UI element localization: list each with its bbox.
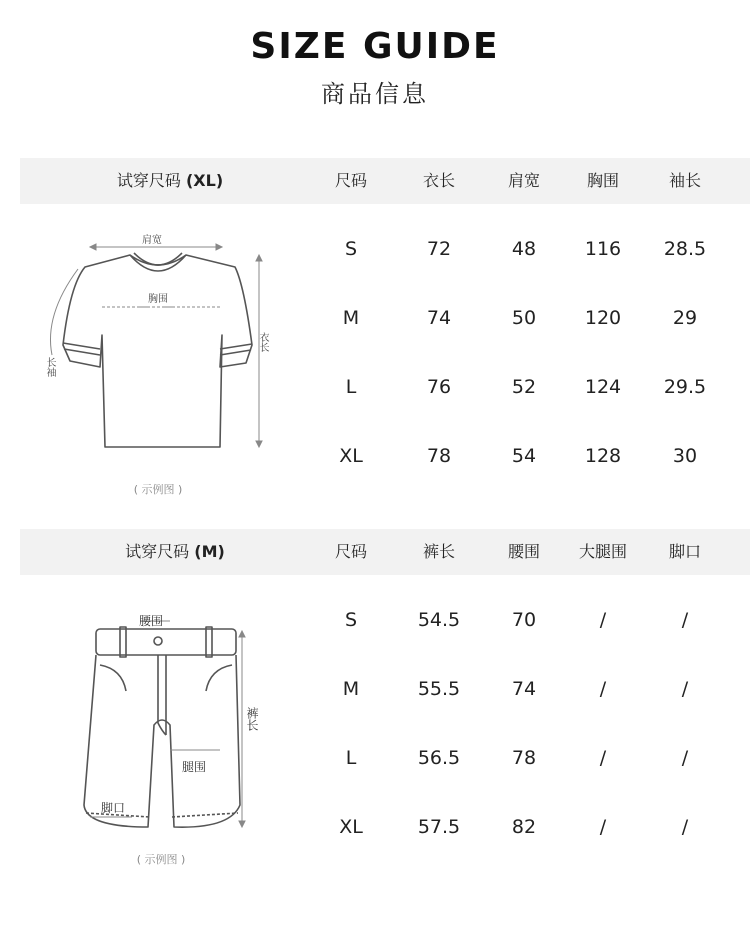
tops-header-band	[20, 158, 750, 204]
size-cell: M	[342, 678, 360, 700]
thigh-cell: /	[599, 678, 607, 700]
size-cell: S	[344, 238, 358, 260]
shoulder-cell: 52	[511, 376, 537, 398]
chest-cell: 116	[584, 238, 622, 260]
shoulder-cell: 48	[511, 238, 537, 260]
waist-cell: 82	[511, 816, 537, 838]
sleeve-cell: 30	[672, 445, 698, 467]
length-cell: 76	[426, 376, 452, 398]
thigh-label: 腿围	[182, 760, 207, 774]
bottoms-example-caption: ( 示例图 )	[136, 853, 186, 866]
chest-cell: 124	[584, 376, 622, 398]
length-cell: 57.5	[417, 816, 461, 838]
size-cell: XL	[339, 816, 363, 838]
tshirt-diagram	[30, 225, 290, 460]
length-cell: 56.5	[417, 747, 461, 769]
length-label: 裤长	[245, 707, 259, 731]
thigh-cell: /	[599, 816, 607, 838]
sleeve-cell: 28.5	[663, 238, 707, 260]
tshirt-outline	[63, 255, 252, 447]
length-cell: 72	[426, 238, 452, 260]
bottoms-fit-size-label: 试穿尺码 (M)	[125, 542, 225, 561]
bottoms-col-size: 尺码	[334, 542, 367, 561]
tops-col-shoulder: 肩宽	[507, 171, 540, 190]
shoulder-label: 肩宽	[142, 235, 162, 246]
hem-cell: /	[681, 678, 689, 700]
waist-cell: 70	[511, 609, 537, 631]
bottoms-col-length: 裤长	[422, 542, 455, 561]
bottoms-col-hem: 脚口	[668, 542, 701, 561]
tops-col-sleeve: 袖长	[668, 171, 701, 190]
waist-cell: 74	[511, 678, 537, 700]
size-cell: S	[344, 609, 358, 631]
size-cell: XL	[339, 445, 363, 467]
tops-col-chest: 胸围	[586, 171, 619, 190]
shoulder-cell: 54	[511, 445, 537, 467]
hem-cell: /	[681, 816, 689, 838]
hem-cell: /	[681, 609, 689, 631]
thigh-cell: /	[599, 609, 607, 631]
waist-cell: 78	[511, 747, 537, 769]
length-cell: 54.5	[417, 609, 461, 631]
length-cell: 78	[426, 445, 452, 467]
sleeve-measure-line	[50, 269, 78, 355]
shorts-diagram	[70, 605, 260, 840]
size-cell: L	[345, 376, 357, 398]
sleeve-cell: 29	[672, 307, 698, 329]
length-cell: 74	[426, 307, 452, 329]
tops-col-length: 衣长	[422, 171, 455, 190]
sleeve-label: 长袖	[44, 357, 55, 377]
size-cell: M	[342, 307, 360, 329]
shoulder-cell: 50	[511, 307, 537, 329]
tops-fit-size-label: 试穿尺码 (XL)	[116, 171, 224, 190]
hem-label: 脚口	[101, 801, 126, 815]
page-title: SIZE GUIDE	[250, 26, 500, 67]
shorts-waistband	[96, 629, 236, 655]
length-cell: 55.5	[417, 678, 461, 700]
chest-cell: 128	[584, 445, 622, 467]
bottoms-col-waist: 腰围	[507, 542, 540, 561]
chest-label: 胸围	[148, 294, 168, 305]
tops-col-size: 尺码	[334, 171, 367, 190]
length-label: 衣长	[257, 332, 268, 352]
size-cell: L	[345, 747, 357, 769]
sleeve-cell: 29.5	[663, 376, 707, 398]
thigh-cell: /	[599, 747, 607, 769]
bottoms-header-band	[20, 529, 750, 575]
tops-example-caption: ( 示例图 )	[133, 483, 183, 496]
bottoms-col-thigh: 大腿围	[578, 542, 627, 561]
waist-label: 腰围	[139, 614, 164, 628]
page-subtitle: 商品信息	[321, 80, 429, 108]
chest-cell: 120	[584, 307, 622, 329]
hem-cell: /	[681, 747, 689, 769]
